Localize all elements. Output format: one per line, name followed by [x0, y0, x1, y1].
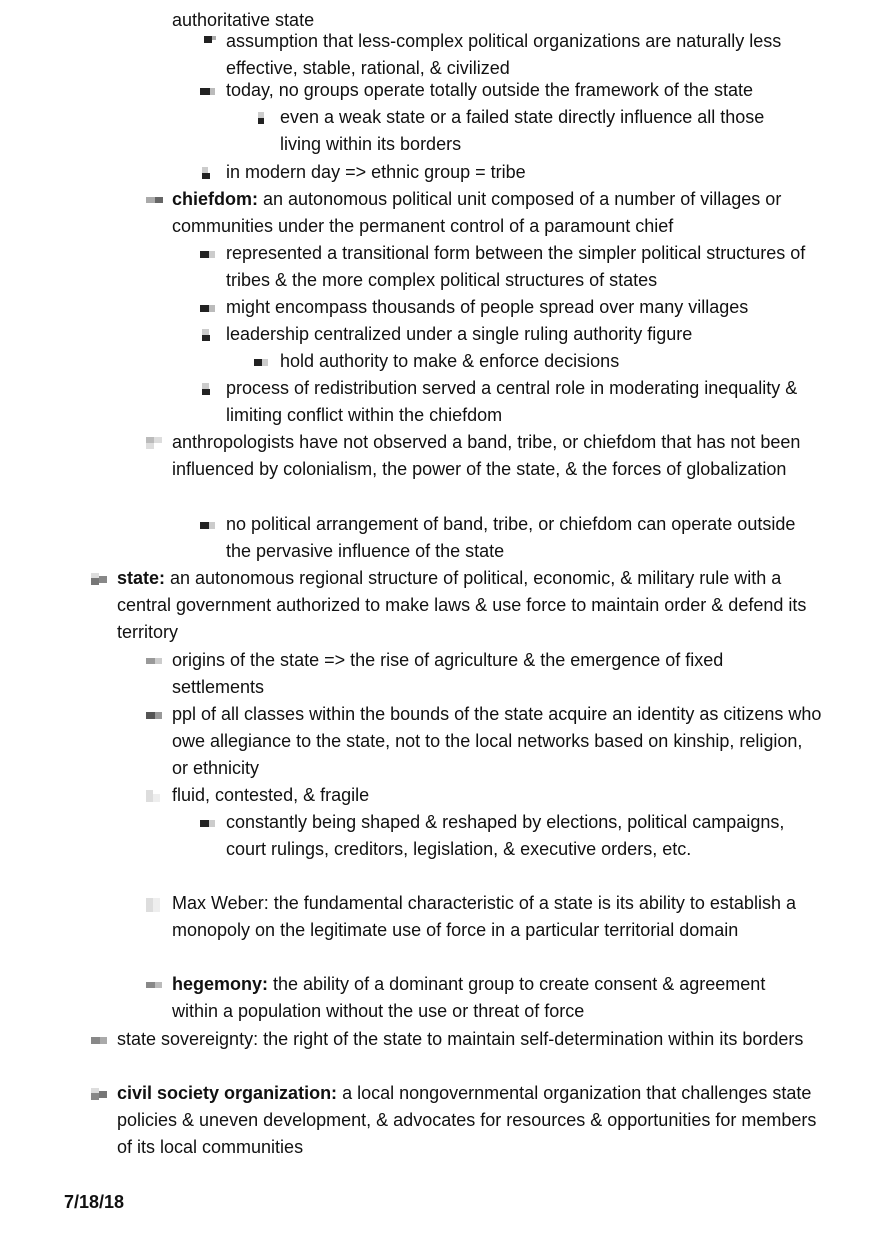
outline-item-text: might encompass thousands of people spread over many villages: [226, 297, 749, 317]
bullet-icon: [91, 573, 107, 585]
term-label: chiefdom:: [172, 189, 259, 209]
outline-item: [226, 321, 816, 348]
outline-item: [117, 1026, 807, 1053]
outline-item: [280, 104, 810, 158]
term-label: civil society organization:: [117, 1083, 338, 1103]
outline-item-text: even a weak state or a failed state directly influence all those living within its borders: [280, 107, 765, 154]
outline-item: [226, 511, 816, 565]
outline-item-text: represented a transitional form between the simpler political structures of tribes & the more complex political structures of states: [226, 243, 806, 290]
outline-item: [226, 240, 816, 294]
outline-item-text: authoritative state: [172, 10, 315, 30]
bullet-icon: [146, 194, 162, 206]
outline-item-text: [117, 565, 817, 646]
outline-item: [172, 429, 812, 483]
outline-item-text: no political arrangement of band, tribe, or chiefdom can operate outside the pervasive influence of the state: [226, 514, 796, 561]
outline-item: [172, 971, 812, 1025]
bullet-icon: [146, 709, 162, 721]
outline-item-text: hold authority to make & enforce decisions: [280, 351, 620, 371]
definition-text: an autonomous political unit composed of a number of villages or communities under the permanent control of a paramount chief: [172, 189, 782, 236]
outline-item: [172, 701, 822, 782]
bullet-icon: [146, 655, 162, 667]
outline-item: [172, 890, 817, 944]
outline-item: [172, 782, 812, 809]
term-label: hegemony:: [172, 974, 269, 994]
term-label: state:: [117, 568, 166, 588]
bullet-icon: [200, 85, 216, 97]
bullet-icon: [200, 329, 216, 341]
outline-item: [226, 809, 806, 863]
bullet-icon: [91, 1034, 107, 1046]
outline-item-text: anthropologists have not observed a band, tribe, or chiefdom that has not been influenced by colonialism, the power of the state, & the forces of globalization: [172, 432, 801, 479]
outline-item: [172, 186, 812, 240]
outline-item-text: state sovereignty: the right of the state to maintain self-determination within its borders: [117, 1029, 804, 1049]
outline-item-text: leadership centralized under a single ruling authority figure: [226, 324, 693, 344]
bullet-icon: [254, 112, 270, 124]
outline-item: [226, 28, 806, 82]
outline-item: [117, 1080, 817, 1161]
outline-item-text: ppl of all classes within the bounds of the state acquire an identity as citizens who owe allegiance to the state, not to the local networks based on kinship, religion, or ethnicity: [172, 704, 822, 778]
bullet-icon: [146, 790, 162, 802]
bullet-icon: [200, 167, 216, 179]
outline-item: [226, 159, 806, 186]
bullet-icon: [200, 36, 216, 48]
bullet-icon: [146, 898, 162, 910]
outline-item-text: process of redistribution served a central role in moderating inequality & limiting conflict within the chiefdom: [226, 378, 798, 425]
bullet-icon: [200, 519, 216, 531]
definition-text: the ability of a dominant group to create consent & agreement within a population without the use or threat of force: [172, 974, 766, 1021]
bullet-icon: [200, 302, 216, 314]
bullet-icon: [200, 817, 216, 829]
bullet-icon: [91, 1088, 107, 1100]
outline-item: [226, 77, 806, 104]
bullet-icon: [200, 248, 216, 260]
outline-item-text: constantly being shaped & reshaped by elections, political campaigns, court rulings, creditors, legislation, & executive orders, etc.: [226, 812, 785, 859]
bullet-icon: [254, 356, 270, 368]
bullet-icon: [146, 979, 162, 991]
definition-text: a local nongovernmental organization that challenges state policies & uneven development, & advocates for resources & opportunities for members of its local communities: [117, 1083, 817, 1157]
outline-item: [172, 647, 812, 701]
outline-item-text: today, no groups operate totally outside the framework of the state: [226, 80, 753, 100]
outline-item: [117, 565, 817, 646]
definition-text: an autonomous regional structure of political, economic, & military rule with a central government authorized to make laws & use force to maintain order & defend its territory: [117, 568, 807, 642]
outline-item-text: assumption that less-complex political organizations are naturally less effective, stable, rational, & civilized: [226, 31, 782, 78]
outline-item-text: in modern day => ethnic group = tribe: [226, 162, 526, 182]
footer-date: 7/18/18: [64, 1192, 125, 1212]
outline-item-text: fluid, contested, & fragile: [172, 785, 370, 805]
outline-item-text: [172, 971, 812, 1025]
bullet-icon: [146, 437, 162, 449]
outline-item-text: Max Weber: the fundamental characteristic of a state is its ability to establish a monopoly on the legitimate use of force in a particular territorial domain: [172, 893, 796, 940]
outline-item-text: [172, 186, 812, 240]
outline-item: [226, 294, 816, 321]
outline-item-text: origins of the state => the rise of agriculture & the emergence of fixed settlements: [172, 650, 724, 697]
outline-item: [280, 348, 810, 375]
bullet-icon: [200, 383, 216, 395]
outline-item-text: [117, 1080, 817, 1161]
outline-item: [226, 375, 826, 429]
